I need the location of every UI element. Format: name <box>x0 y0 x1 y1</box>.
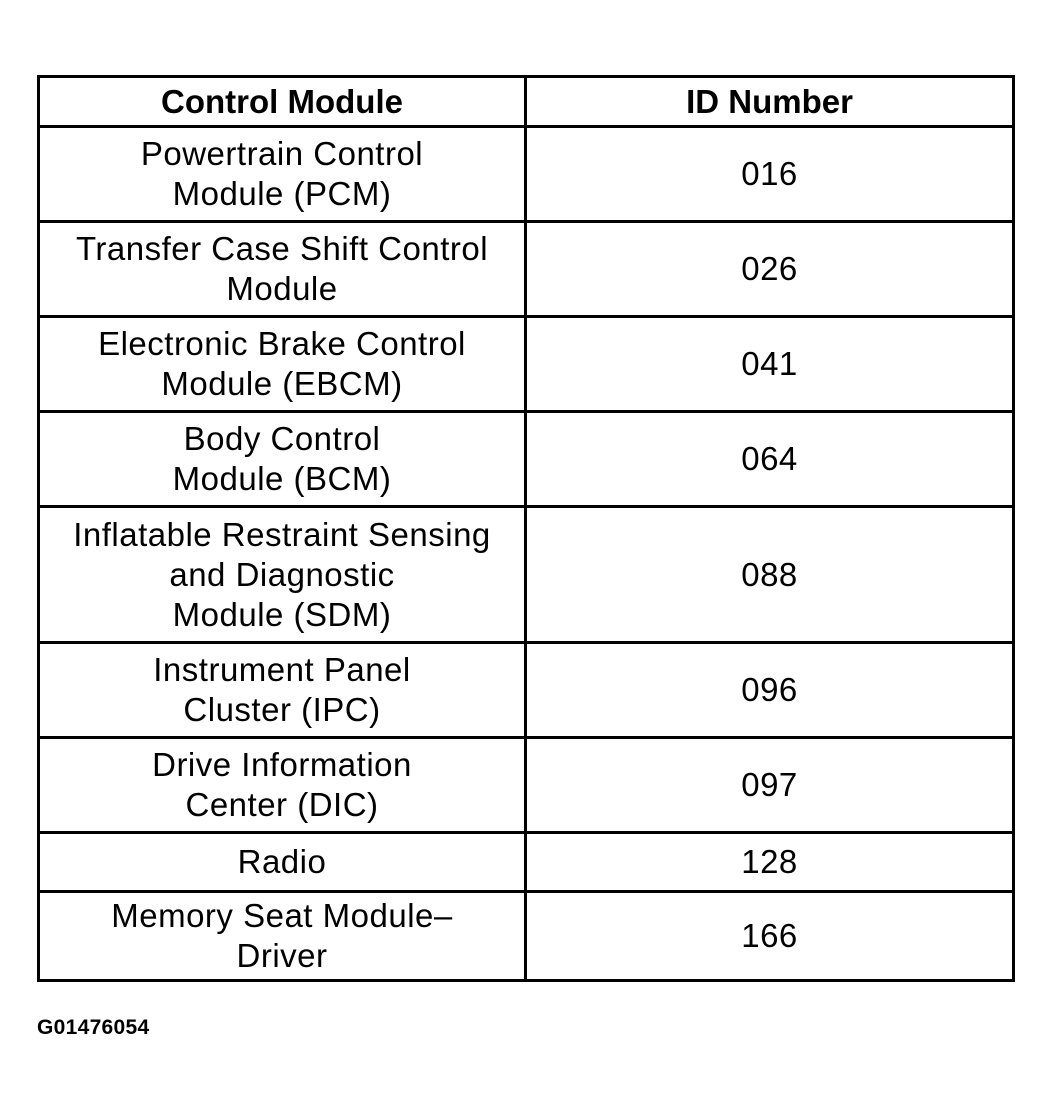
module-name-cell: Memory Seat Module– Driver <box>39 892 526 981</box>
module-name-cell: Electronic Brake Control Module (EBCM) <box>39 317 526 412</box>
table-row <box>39 412 1014 507</box>
id-number-cell: 166 <box>526 892 1014 981</box>
table-row <box>39 127 1014 222</box>
table-row <box>39 892 1014 981</box>
id-number-cell: 026 <box>526 222 1014 317</box>
control-module-id-table <box>37 75 1015 982</box>
id-number-cell: 041 <box>526 317 1014 412</box>
module-name-cell: Instrument Panel Cluster (IPC) <box>39 643 526 738</box>
id-number-cell: 097 <box>526 738 1014 833</box>
figure-id-label: G01476054 <box>37 1016 150 1039</box>
id-number-cell: 088 <box>526 507 1014 643</box>
id-number-cell: 128 <box>526 833 1014 892</box>
table-row <box>39 738 1014 833</box>
module-name-cell: Radio <box>39 833 526 892</box>
table-row <box>39 317 1014 412</box>
table-row <box>39 833 1014 892</box>
module-name-cell: Inflatable Restraint Sensing and Diagnostic Module (SDM) <box>39 507 526 643</box>
table-header-row <box>39 77 1014 127</box>
table-row <box>39 507 1014 643</box>
table-row <box>39 222 1014 317</box>
table-row <box>39 643 1014 738</box>
id-number-cell: 064 <box>526 412 1014 507</box>
module-name-cell: Body Control Module (BCM) <box>39 412 526 507</box>
control-module-table-container <box>37 75 1012 982</box>
header-control-module: Control Module <box>39 77 526 127</box>
header-id-number: ID Number <box>526 77 1014 127</box>
module-name-cell: Transfer Case Shift Control Module <box>39 222 526 317</box>
id-number-cell: 016 <box>526 127 1014 222</box>
id-number-cell: 096 <box>526 643 1014 738</box>
module-name-cell: Powertrain Control Module (PCM) <box>39 127 526 222</box>
module-name-cell: Drive Information Center (DIC) <box>39 738 526 833</box>
